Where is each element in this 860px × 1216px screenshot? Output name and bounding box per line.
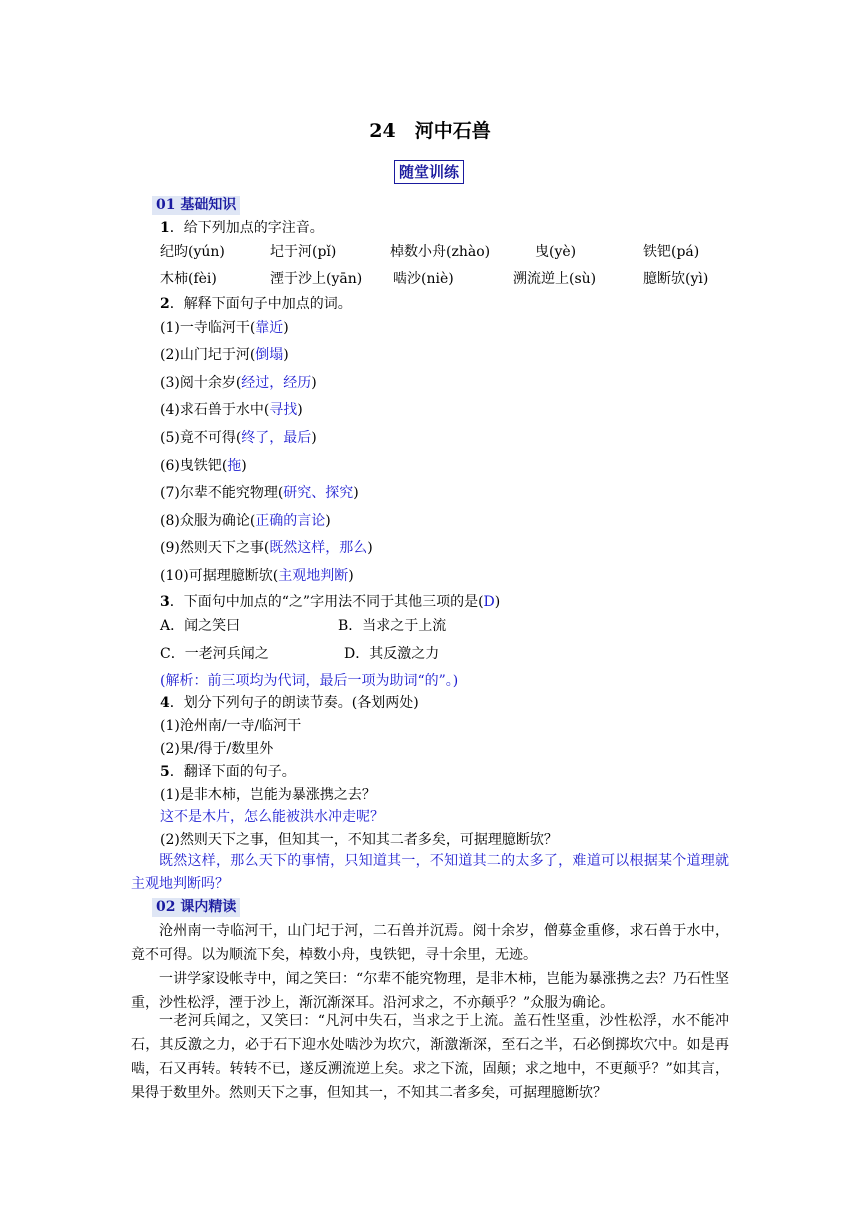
q2-item: (8)众服为确论(正确的言论) xyxy=(160,513,331,529)
q1-item: 棹数小舟(zhào) xyxy=(390,244,491,260)
passage-paragraph: 一讲学家设帐寺中，闻之笑曰：“尔辈不能究物理，是非木柿，岂能为暴涨携之去？乃石性坚重，沙性松浮，湮于沙上，渐沉渐深耳。沿河求之，不亦颠乎？”众服为确论。 xyxy=(131,971,729,1011)
q2-stem: 2．解释下面句子中加点的词。 xyxy=(160,296,352,312)
passage-paragraph: 一老河兵闻之，又笑曰：“凡河中失石，当求之于上流。盖石性坚重，沙性松浮，水不能冲石，其反激之力，必于石下迎水处啮沙为坎穴，渐激渐深，至石之半，石必倒掷坎穴中。如是再啮，石又再转。转转不已，遂反溯流逆上矣。求之下流，固颠；求之地中，不更颠乎？”如其言，果得于数里外。然则天下之事，但知其一，不知其二者多矣，可据理臆断欤？ xyxy=(131,1013,729,1101)
q3-analysis: (解析：前三项均为代词，最后一项为助词“的”。) xyxy=(160,673,459,689)
q4-line: (1)沧州南/一寺/临河干 xyxy=(160,718,302,734)
q3-option-b: B．当求之于上流 xyxy=(338,618,447,634)
section-basic: 01 基础知识 xyxy=(152,196,240,215)
q5-sentence: (1)是非木柿，岂能为暴涨携之去？ xyxy=(160,787,376,803)
q1-item: 溯流逆上(sù) xyxy=(513,271,597,287)
q2-item: (7)尔辈不能究物理(研究、探究) xyxy=(160,485,359,501)
q5-stem: 5．翻译下面的句子。 xyxy=(160,764,296,780)
q2-item: (3)阅十余岁(经过，经历) xyxy=(160,375,317,391)
q2-item: (1)一寺临河干(靠近) xyxy=(160,320,289,336)
q2-item: (9)然则天下之事(既然这样，那么) xyxy=(160,540,373,556)
q5-answer: 这不是木片，怎么能被洪水冲走呢？ xyxy=(160,809,384,825)
q3-stem: 3．下面句中加点的“之”字用法不同于其他三项的是(D) xyxy=(160,594,501,610)
q1-item: 臆断欤(yì) xyxy=(643,271,709,287)
page-title: 24 河中石兽 xyxy=(369,120,491,142)
q3-option-a: A．闻之笑曰 xyxy=(160,618,241,634)
q2-item: (10)可据理臆断欤(主观地判断) xyxy=(160,568,354,584)
q3-option-c: C．一老河兵闻之 xyxy=(160,646,269,662)
q1-item: 啮沙(niè) xyxy=(393,271,454,287)
q5-sentence: (2)然则天下之事，但知其一，不知其二者多矣，可据理臆断欤？ xyxy=(160,832,558,848)
q2-item: (2)山门圮于河(倒塌) xyxy=(160,347,289,363)
section-reading: 02 课内精读 xyxy=(152,898,240,917)
q1-item: 纪昀(yún) xyxy=(160,244,225,260)
q2-item: (6)曳铁钯(拖) xyxy=(160,458,247,474)
q4-stem: 4．划分下列句子的朗读节奏。(各划两处) xyxy=(160,695,419,711)
q3-option-d: D．其反激之力 xyxy=(344,646,440,662)
q1-stem: 1．给下列加点的字注音。 xyxy=(160,220,324,236)
section-badge: 随堂训练 xyxy=(394,160,464,184)
q1-item: 圮于河(pǐ) xyxy=(270,244,337,260)
q1-item: 铁钯(pá) xyxy=(643,244,700,260)
passage-paragraph: 沧州南一寺临河干，山门圮于河，二石兽并沉焉。阅十余岁，僧募金重修，求石兽于水中，竟不可得。以为顺流下矣，棹数小舟，曳铁钯，寻十余里，无迹。 xyxy=(131,923,729,963)
q1-item: 湮于沙上(yān) xyxy=(270,271,363,287)
q2-item: (5)竟不可得(终了，最后) xyxy=(160,430,317,446)
q1-item: 木柿(fèi) xyxy=(160,271,217,287)
q4-line: (2)果/得于/数里外 xyxy=(160,741,274,757)
q2-item: (4)求石兽于水中(寻找) xyxy=(160,402,303,418)
q1-item: 曳(yè) xyxy=(535,244,577,260)
q5-answer: 既然这样，那么天下的事情，只知道其一，不知道其二的太多了，难道可以根据某个道理就主观地判断吗？ xyxy=(131,853,729,892)
